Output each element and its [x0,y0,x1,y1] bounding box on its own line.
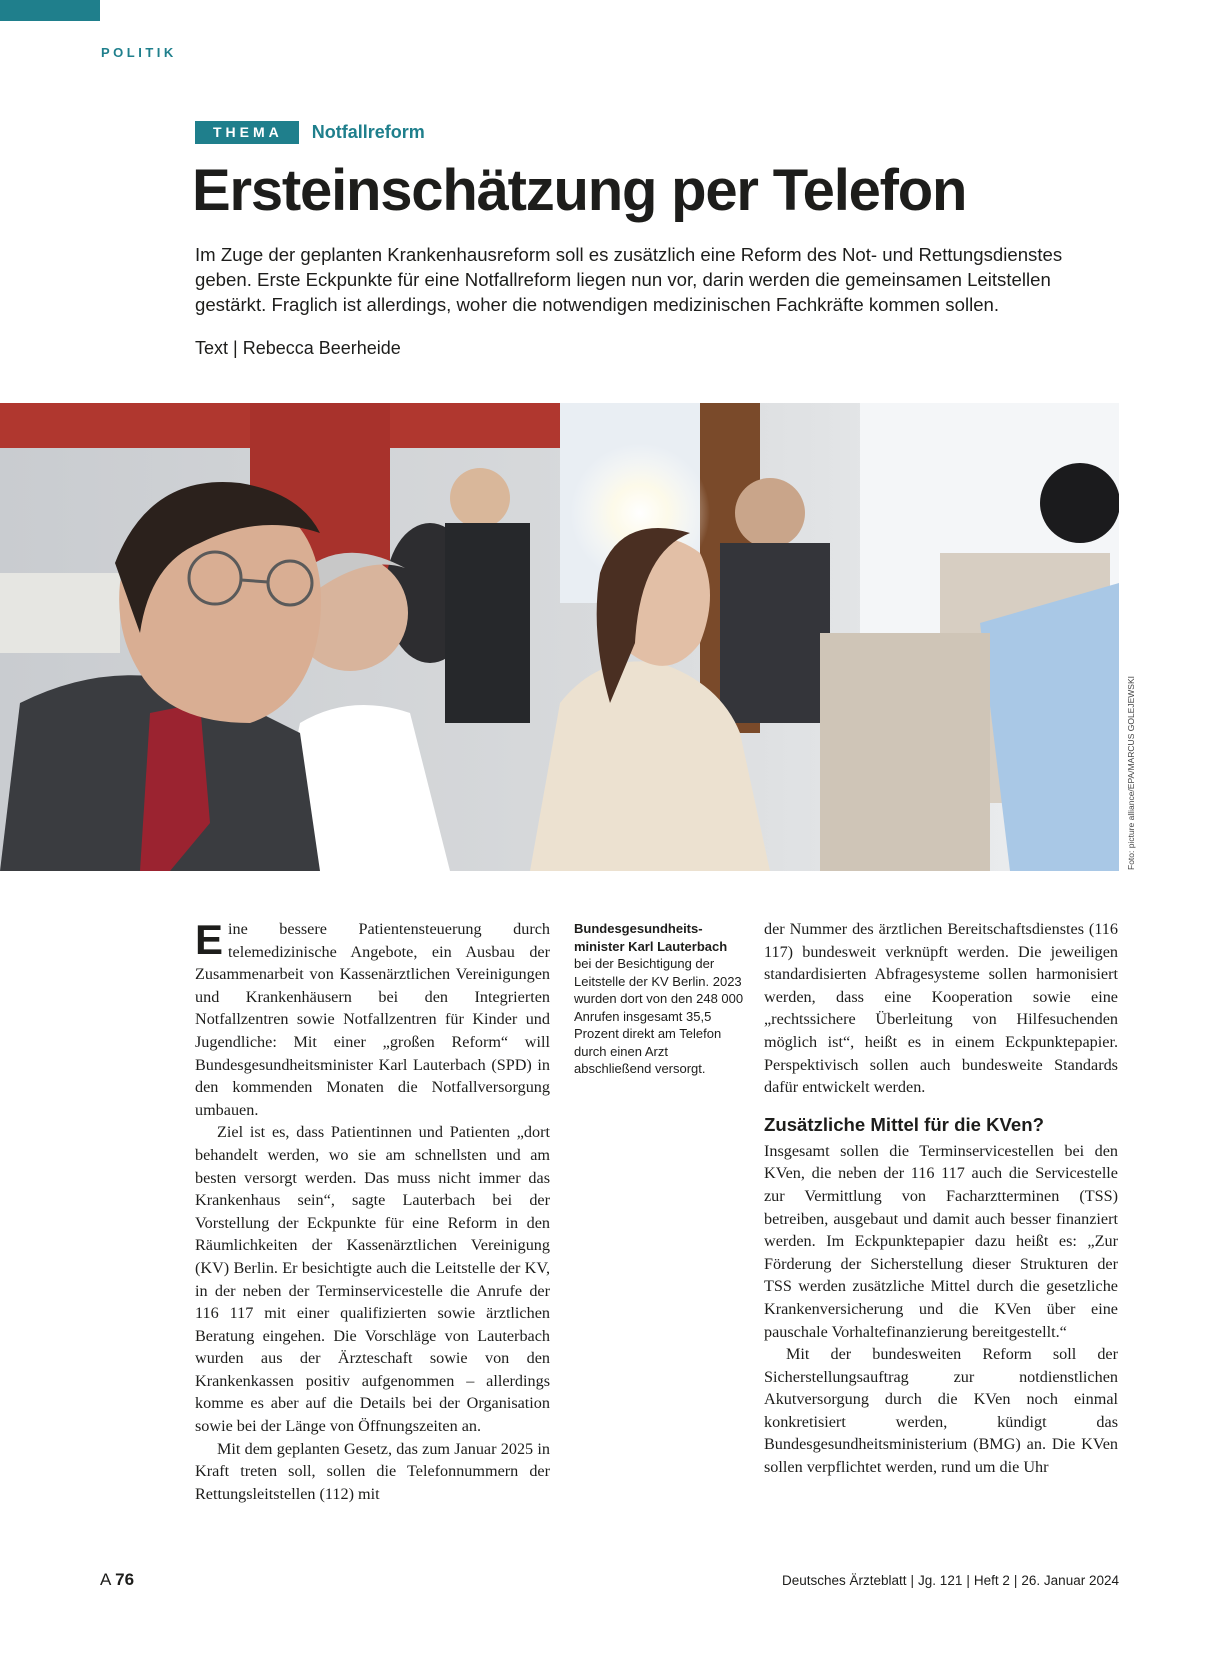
body-paragraph: Insgesamt sollen die Terminservicestellen bei den KVen, die neben der 116 117 auch die Servicestelle zur Vermittlung von Facharztterminen (TSS) betreiben, ausgebaut und damit auch besser finanziert werden. Im Eckpunktepapier dazu heißt es: „Zur Förderung der Sicherstellung dieser Strukturen der TSS werden zusätzliche Mittel durch die gesetzliche Krankenversicherung und die KVen über eine pauschale Vorhaltefinanzierung bereitgestellt.“ [764,1141,1118,1341]
body-column-1 [195,918,550,1505]
page-number-value: 76 [115,1570,135,1589]
journal-issue: Heft 2 [973,1573,1010,1588]
photo-credit: Foto: picture alliance/EPA/MARCUS GOLEJEWSKI [1126,676,1136,870]
body-paragraph: Mit der bundesweiten Reform soll der Sicherstellungsauftrag zur notdienstlichen Akutversorgung durch die KVen noch einmal konkretisiert werden, kündigt das Bundesgesundheitsministerium (BMG) an. Die KVen sollen verpflichtet werden, rund um die Uhr [764,1345,1118,1477]
byline-author: Rebecca Beerheide [242,338,401,358]
top-accent-bar [0,0,100,21]
thema-header [195,120,425,144]
section-label: POLITIK [101,45,177,60]
body-paragraph [195,918,550,1121]
byline: Text | Rebecca Beerheide [195,338,401,358]
article-lead: Im Zuge der geplanten Krankenhausreform soll es zusätzlich eine Reform des Not- und Rettungsdienstes geben. Erste Eckpunkte für eine Notfallreform liegen nun vor, darin werden die gemeinsamen Leitstellen gestärkt. Fraglich ist allerdings, woher die notwendigen medizinischen Fachkräfte kommen sollen. [195,244,1063,315]
drop-cap: E [195,916,224,963]
thema-badge: THEMA [195,121,299,144]
thema-topic: Notfallreform [311,121,425,142]
article-title: Ersteinschätzung per Telefon [192,158,967,223]
caption-text: bei der Besichtigung der Leitstelle der KV Berlin. 2023 wurden dort von den 248 000 Anrufen insgesamt 35,5 Prozent direkt am Telefon durch einen Arzt abschließend versorgt. [574,956,744,1076]
journal-name: Deutsches Ärzteblatt [781,1573,907,1588]
body-paragraph: Ziel ist es, dass Patientinnen und Patienten „dort behandelt werden, wo sie am schnellsten und am besten versorgt werden. Das muss nicht immer das Krankenhaus sein“, sagte Lauterbach bei der Vorstellung der Eckpunkte für eine Reform in den Räumlichkeiten der Kassenärztlichen Vereinigung (KV) Berlin. Er besichtigte auch die Leitstelle der KV, in der neben der Terminservicestelle die Anrufe der 116 117 mit einer qualifizierten sowie ärztlichen Beratung eingehen. Die Vorschläge von Lauterbach wurden aus der Ärzteschaft sowie von den Krankenkassen positiv aufgenommen – allerdings komme es aber auf die Details bei der Organisation sowie bei der Länge von Öffnungszeiten an. [195,1123,550,1436]
byline-label: Text [195,338,229,358]
journal-volume: Jg. 121 [918,1573,963,1588]
photo-illustration [0,403,1119,871]
body-column-2 [764,918,1118,1479]
page-number [100,1570,134,1590]
photo-caption [574,920,746,1078]
subheading: Zusätzliche Mittel für die KVen? [764,1113,1044,1135]
caption-bold: Bundesgesundheits-minister Karl Lauterbach [574,921,728,954]
journal-footer: Deutsches Ärzteblatt | Jg. 121 | Heft 2 | 26. Januar 2024 [781,1573,1119,1588]
article-photo [0,403,1119,871]
body-paragraph: Mit dem geplanten Gesetz, das zum Januar 2025 in Kraft treten soll, sollen die Telefonnummern der Rettungsleitstellen (112) mit [195,1439,550,1503]
body-paragraph: der Nummer des ärztlichen Bereitschaftsdienstes (116 117) bundesweit verknüpft werden. Die jeweiligen standardisierten Abfragesysteme sollen harmonisiert werden, dass eine Kooperation sowie eine „rechtssichere Überleitung von Hilfesuchenden möglich ist“, heißt es in einem Eckpunktepapier. Perspektivisch sollen auch bundesweite Standards dafür entwickelt werden. [764,920,1118,1097]
journal-date: 26. Januar 2024 [1021,1573,1119,1588]
paragraph-text: ine bessere Patientensteuerung durch telemedizinische Angebote, ein Ausbau der Zusammenarbeit von Kassenärztlichen Vereinigungen und Krankenhäusern bei den Integrierten Notfallzentren sowie Notfallzentren für Kinder und Jugendliche: Mit einer „großen Reform“ will Bundesgesundheitsminister Karl Lauterbach (SPD) in den kommenden Monaten die Notfallversorgung umbauen. [195,920,550,1119]
page-prefix: A [100,1570,111,1589]
